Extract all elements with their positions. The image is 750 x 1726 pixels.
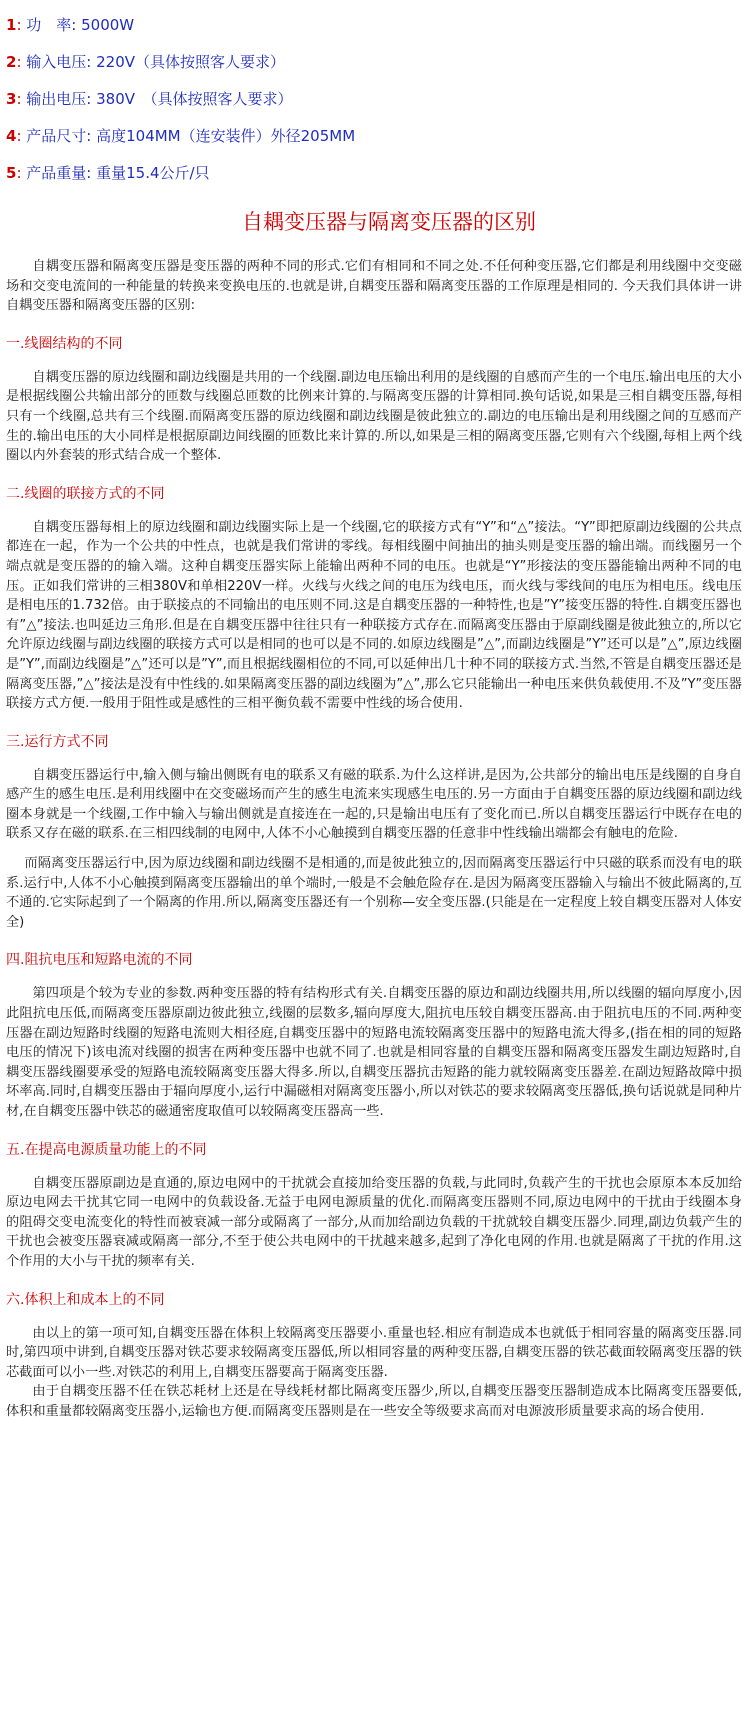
- section-heading-operation: 三.运行方式不同: [6, 733, 109, 750]
- spec-item-output-voltage: [6, 88, 742, 125]
- section-heading-impedance: 四.阻抗电压和短路电流的不同: [6, 952, 193, 969]
- section-heading-size-cost: 六.体积上和成本上的不同: [6, 1291, 165, 1308]
- spec-text: 产品重量: 重量15.4公斤/只: [26, 164, 210, 182]
- spec-number: 3: [6, 90, 17, 108]
- spec-item-size: [6, 125, 742, 162]
- spec-number: 2: [6, 53, 17, 71]
- spec-text: 输入电压: 220V（具体按照客人要求）: [26, 53, 285, 71]
- section-paragraph: 自耦变压器的原边线圈和副边线圈是共用的一个线圈.副边电压输出利用的是线圈的自感而产生的一个电压.输出电压的大小是根据线圈公共输出部分的匝数与线圈总匝数的比例来计算的.与隔离变压器的计算相同.换句话说,如果是三相自耦变压器,每相只有一个线圈,总共有三个线圈.而隔离变压器的原边线圈和副边线圈是彼此独立的.副边的电压输出是利用线圈之间的互感而产生的.输出电压的大小同样是根据原副边间线圈的匝数比来计算的.所以,如果是三相的隔离变压器,它则有六个线圈,每相上两个线圈以内外套装的形式结合成一个整体.: [6, 369, 742, 464]
- section-paragraph: 而隔离变压器运行中,因为原边线圈和副边线圈不是相通的,而是彼此独立的,因而隔离变压器运行中只磁的联系而没有电的联系.运行中,人体不小心触摸到隔离变压器输出的单个端时,一般是不会触危险存在.是因为隔离变压器输入与输出不彼此隔离的,互不通的.它实际起到了一个隔离的作用.所以,隔离变压器还有一个别称—安全变压器.(只能是在一定程度上较自耦变压器对人体安全): [6, 856, 742, 930]
- section-paragraph: 自耦变压器原副边是直通的,原边电网中的干扰就会直接加给变压器的负载,与此同时,负载产生的干扰也会原原本本反加给原边电网去干扰其它同一电网中的负载设备.无益于电网电源质量的优化.而隔离变压器则不同,原边电网中的干扰由于线圈本身的阻碍交变电流变化的特性而被衰减一部分或隔离了一部分,从而加给副边负载的干扰就较自耦变压器少.同理,副边负载产生的干扰也会被变压器衰减或隔离一部分,不至于使公共电网中的干扰越来越多,起到了净化电网的作用.也就是隔离了干扰的作用.这个作用的大小与干扰的频率有关.: [6, 1175, 742, 1269]
- spec-number: 1: [6, 16, 17, 34]
- spec-number: 5: [6, 164, 17, 182]
- spec-separator: :: [16, 164, 22, 182]
- section-paragraph: 由以上的第一项可知,自耦变压器在体积上较隔离变压器要小.重量也轻.相应有制造成本也就低于相同容量的隔离变压器.同时,第四项中讲到,自耦变压器对铁芯要求较隔离变压器低,所以相同容量的两种变压器,自耦变压器的铁芯截面较隔离变压器的铁芯截面可以小一些.对铁芯的利用上,自耦变压器要高于隔离变压器.: [6, 1325, 742, 1380]
- section-paragraph: 自耦变压器每相上的原边线圈和副边线圈实际上是一个线圈,它的联接方式有“Y”和“△”接法。“Y”即把原副边线圈的公共点都连在一起，作为一个公共的中性点，也就是我们常讲的零线。每相线圈中间抽出的抽头则是变压器的输出端。而线圈另一个端点就是变压器的的输入端。这种自耦变压器实际上能输出两种不同的电压。也就是“Y”形接法的变压器能输出两种不同的电压。正如我们常讲的三相380V和单相220V一样。火线与火线之间的电压为线电压，而火线与零线间的电压为相电压。线电压是相电压的1.732倍。由于联接点的不同输出的电压则不同.这是自耦变压器的一种特性,也是”Y”接变压器的特性.自耦变压器也有”△”接法.也叫延边三角形.但是在自耦变压器中往往只有一种联接方式存在.而隔离变压器由于原副线圈是彼此独立的,所以它允许原边线圈与副边线圈的联接方式可以是相同的也可以是不同的.如原边线圈是”△”,而副边线圈是”Y”还可以是”△”,原边线圈是”Y”,而副边线圈是”△”还可以是”Y”,而且根据线圈相位的不同,可以延伸出几十种不同的联接方式.当然,不管是自耦变压器还是隔离变压器,”△”接法是没有中性线的.如果隔离变压器的副边线圈为”△”,那么它只能输出一种电压来供负载使用.不及”Y”变压器联接方式方便.一般用于阻性或是感性的三相平衡负载不需要中性线的场合使用.: [6, 519, 742, 712]
- section-heading-connection: 二.线圈的联接方式的不同: [6, 485, 165, 502]
- spec-text: 功 率: 5000W: [26, 16, 135, 34]
- intro-paragraph: 自耦变压器和隔离变压器是变压器的两种不同的形式.它们有相同和不同之处.不任何种变压器,它们都是利用线圈中交变磁场和交变电流间的一种能量的转换来变换电压的.也就是讲,自耦变压器和隔离变压器的工作原理是相同的. 今天我们具体讲一讲自耦变压器和隔离变压器的区别:: [6, 259, 742, 314]
- section-heading-power-quality: 五.在提高电源质量功能上的不同: [6, 1141, 207, 1158]
- section-paragraph: 自耦变压器运行中,输入侧与输出侧既有电的联系又有磁的联系.为什么这样讲,是因为,公共部分的输出电压是线圈的自身自感产生的感生电压.是利用线圈中在交变磁场而产生的感生电流来实现感生电压的.另一方面由于自耦变压器的原边线圈和副边线圈本身就是一个线圈,工作中输入与输出侧就是直接连在一起的,只是输出电压有了变化而已.所以自耦变压器运行中既存在电的联系又存在磁的联系.在三相四线制的电网中,人体不小心触摸到自耦变压器的任意非中性线输出端都会有触电的危险.: [6, 767, 742, 842]
- spec-item-power: [6, 14, 742, 51]
- spec-list: [6, 0, 742, 199]
- spec-item-input-voltage: [6, 51, 742, 88]
- article-title: 自耦变压器与隔离变压器的区别: [242, 210, 536, 234]
- spec-separator: :: [16, 53, 22, 71]
- spec-separator: :: [16, 127, 22, 145]
- spec-text: 输出电压: 380V （具体按照客人要求）: [26, 90, 293, 108]
- spec-text: 产品尺寸: 高度104MM（连安装件）外径205MM: [26, 127, 356, 145]
- spec-item-weight: [6, 162, 742, 199]
- section-paragraph: 由于自耦变压器不任在铁芯耗材上还是在导线耗材都比隔离变压器少,所以,自耦变压器变压器制造成本比隔离变压器要低,体积和重量都较隔离变压器小,运输也方便.而隔离变压器则是在一些安全等级要求高而对电源波形质量要求高的场合使用.: [6, 1384, 742, 1419]
- section-heading-coil-structure: 一.线圈结构的不同: [6, 335, 123, 352]
- spec-separator: :: [16, 90, 22, 108]
- section-paragraph: 第四项是个较为专业的参数.两种变压器的特有结构形式有关.自耦变压器的原边和副边线圈共用,所以线圈的辐向厚度小,因此阻抗电压低,而隔离变压器原副边彼此独立,线圈的层数多,辐向厚度大,阻抗电压较自耦变压器高.由于阻抗电压的不同.两种变压器在副边短路时线圈的短路电流则大相径庭,自耦变压器中的短路电流较隔离变压器中的短路电流大得多,(指在相的同的短路电压的情况下)该电流对线圈的损害在两种变压器中也就不同了.也就是相同容量的自耦变压器和隔离变压器发生副边短路时,自耦变压器线圈要承受的短路电流较隔离变压器大得多.所以,自耦变压器抗击短路的能力就较隔离变压器差.在副边短路故障中损坏率高.同时,自耦变压器由于辐向厚度小,运行中漏磁相对隔离变压器小,所以对铁芯的要求较隔离变压器低,换句话说就是同种片材,在自耦变压器中铁芯的磁通密度取值可以较隔离变压器高一些.: [6, 986, 742, 1119]
- spec-separator: :: [16, 16, 22, 34]
- spec-number: 4: [6, 127, 17, 145]
